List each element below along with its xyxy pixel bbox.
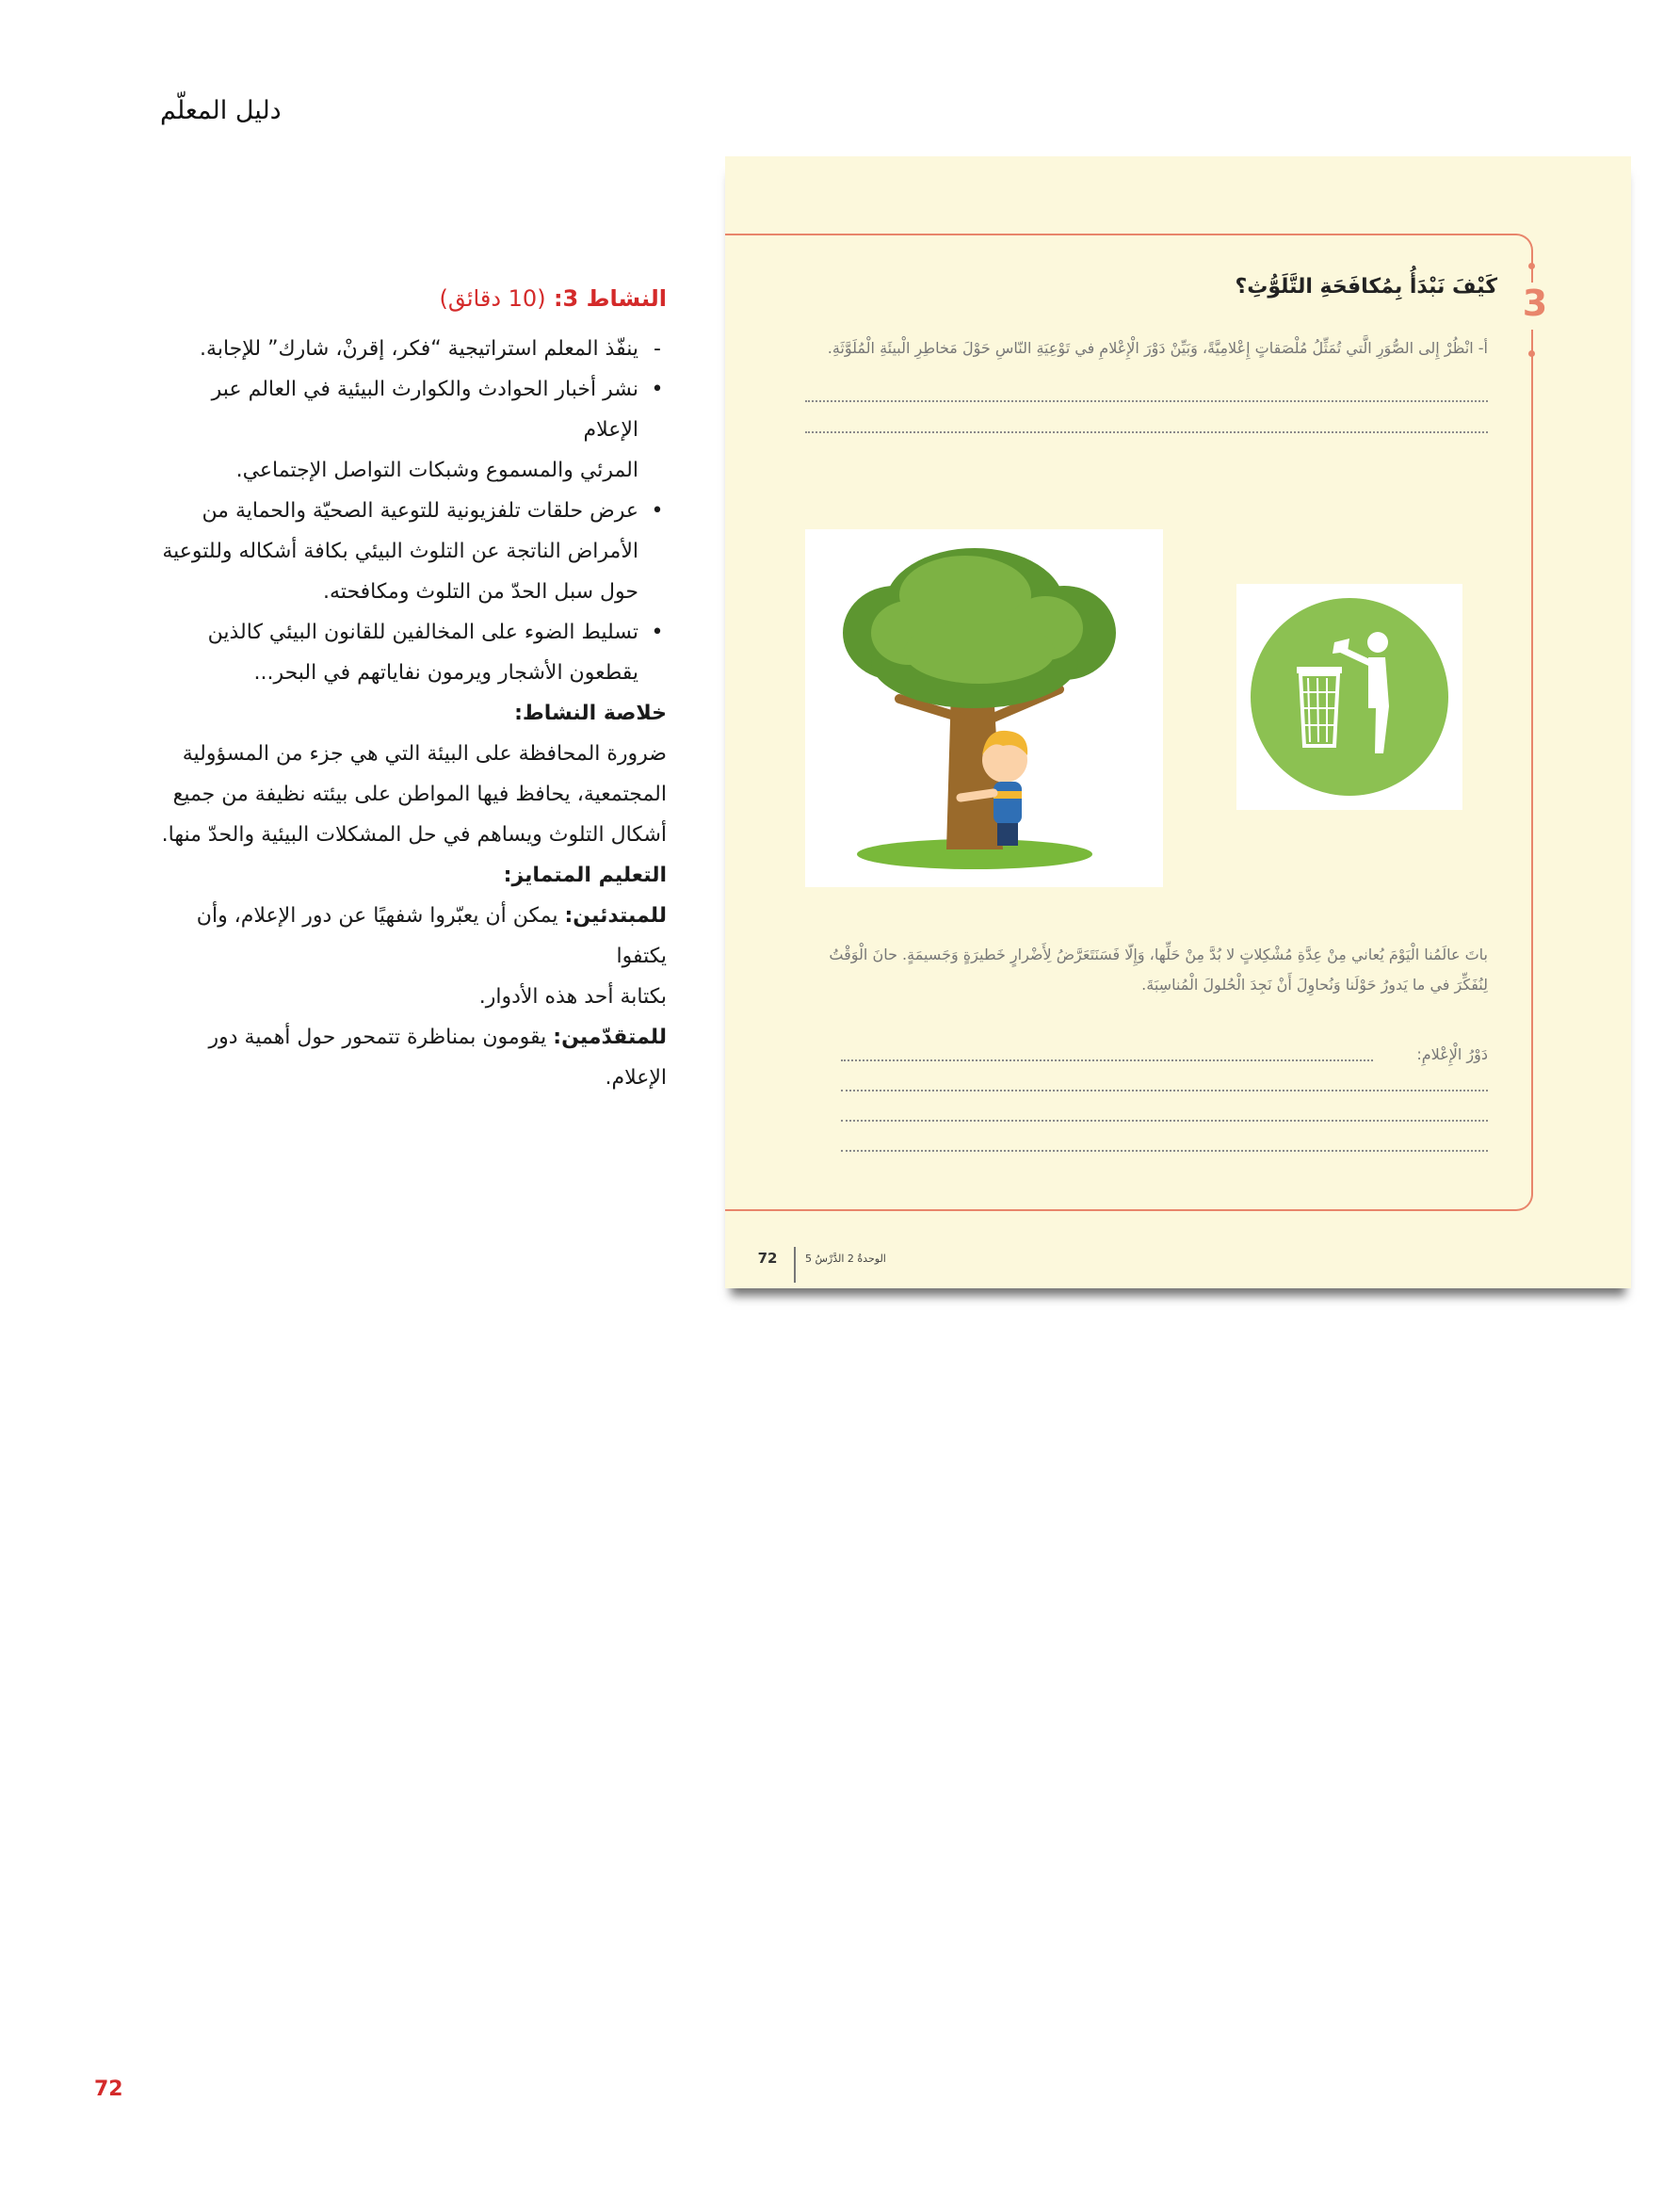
answer-line	[805, 400, 1488, 402]
frame-dot	[1528, 263, 1535, 269]
guide-title: دليل المعلّم	[160, 96, 282, 125]
tree-hug-poster	[805, 529, 1163, 887]
differentiated-title: التعليم المتمايز:	[503, 864, 667, 887]
list-item	[158, 491, 667, 612]
list-item	[158, 612, 667, 693]
beginners-line	[158, 896, 667, 977]
activity-title	[158, 279, 667, 319]
list-item	[158, 369, 667, 491]
advanced-line	[158, 1017, 667, 1098]
beginners-text: يمكن أن يعبّروا شفهيًا عن دور الإعلام، وأن يكتفوا	[196, 904, 667, 968]
section-title: كَيْفَ نَبْدَأُ بِمُكافَحَةِ التَّلَوُّثِ؟	[1235, 275, 1497, 299]
book-page-number: 72	[757, 1250, 778, 1267]
advanced-text: يقومون بمناظرة تتمحور حول أهمية دور الإعلام.	[208, 1026, 667, 1090]
item-line: المرئي والمسموع وشبكات التواصل الإجتماعي.	[235, 459, 638, 482]
frame-dot	[1528, 350, 1535, 357]
beginners-label: للمبتدئين:	[564, 904, 667, 928]
page-number: 72	[94, 2078, 123, 2101]
summary-line: أشكال التلوث ويساهم في حل المشكلات البيئية والحدّ منها.	[161, 823, 667, 847]
no-littering-poster	[1236, 584, 1462, 810]
answer-line	[841, 1150, 1488, 1152]
tree-hug-illustration	[805, 529, 1163, 887]
trash-bin-icon	[1236, 584, 1462, 810]
footer-divider	[794, 1247, 796, 1283]
answer-line	[805, 431, 1488, 433]
answer-line	[841, 1120, 1488, 1122]
media-role-label: دَوْرُ الْإِعْلامِ:	[1416, 1045, 1488, 1063]
item-line: نشر أخبار الحوادث والكوارث البيئية في العالم عبر الإعلام	[211, 378, 638, 442]
paragraph	[829, 940, 1488, 1000]
item-line: يقطعون الأشجار ويرمون نفاياتهم في البحر...	[253, 661, 638, 685]
summary-line: المجتمعية، يحافظ فيها المواطن على بيئته نظيفة من جميع	[172, 783, 667, 806]
item-line: تسليط الضوء على المخالفين للقانون البيئي كالذين	[207, 621, 638, 644]
advanced-label: للمتقدّمين:	[553, 1026, 667, 1049]
dash-mark: -	[654, 337, 661, 361]
beginners-line-2: بكتابة أحد هذه الأدوار.	[478, 985, 667, 1009]
question-a: أ- انْظُرْ إِلى الصُّوَرِ الَّتي تُمَثِّلُ مُلْصَقاتٍ إِعْلامِيَّةً، وَبَيِّنْ دَوْرَ الْإِعْلامِ في تَوْعِيَةِ النّاسِ حَوْلَ مَخاطِرِ الْبيئَةِ الْمُلَوَّثَةِ.	[827, 339, 1488, 357]
item-line: الأمراض الناتجة عن التلوث البيئي بكافة أشكاله وللتوعية	[162, 540, 638, 563]
bullet-mark: •	[651, 499, 664, 523]
paragraph-line: باتَ عالَمُنا الْيَوْمَ يُعاني مِنْ عِدَّةِ مُشْكِلاتٍ لا بُدَّ مِنْ حَلِّها، وَإِلّا فَسَنَتَعَرَّضُ لِأَضْرارٍ خَطيرَةٍ وَجَسيمَةٍ. حانَ الْوَقْتُ	[829, 946, 1488, 963]
item-line: ينفّذ المعلم استراتيجية “فكر، إقرنْ، شارك” للإجابة.	[200, 337, 638, 361]
bullet-mark: •	[651, 621, 664, 644]
summary-title: خلاصة النشاط:	[514, 702, 667, 725]
teacher-notes	[158, 279, 667, 1098]
list-item	[158, 329, 667, 369]
answer-line	[841, 1059, 1373, 1061]
footer-unit-lesson: الوحدةُ 2 الدَّرْسُ 5	[805, 1253, 886, 1265]
bullet-mark: •	[651, 378, 664, 401]
item-line: عرض حلقات تلفزيونية للتوعية الصحيّة والحماية من	[202, 499, 638, 523]
item-line: حول سبل الحدّ من التلوث ومكافحته.	[323, 580, 638, 604]
section-number: 3	[1516, 283, 1554, 330]
activity-duration: (10 دقائق)	[439, 285, 546, 312]
activity-label: النشاط 3:	[553, 285, 667, 312]
answer-line	[841, 1090, 1488, 1091]
paragraph-line: لِنُفَكِّرَ في ما يَدورُ حَوْلَنا وَنُحاوِلَ أَنْ نَجِدَ الْحُلولَ الْمُناسِبَةَ.	[1141, 976, 1488, 994]
summary-line: ضرورة المحافظة على البيئة التي هي جزء من المسؤولية	[182, 742, 667, 766]
